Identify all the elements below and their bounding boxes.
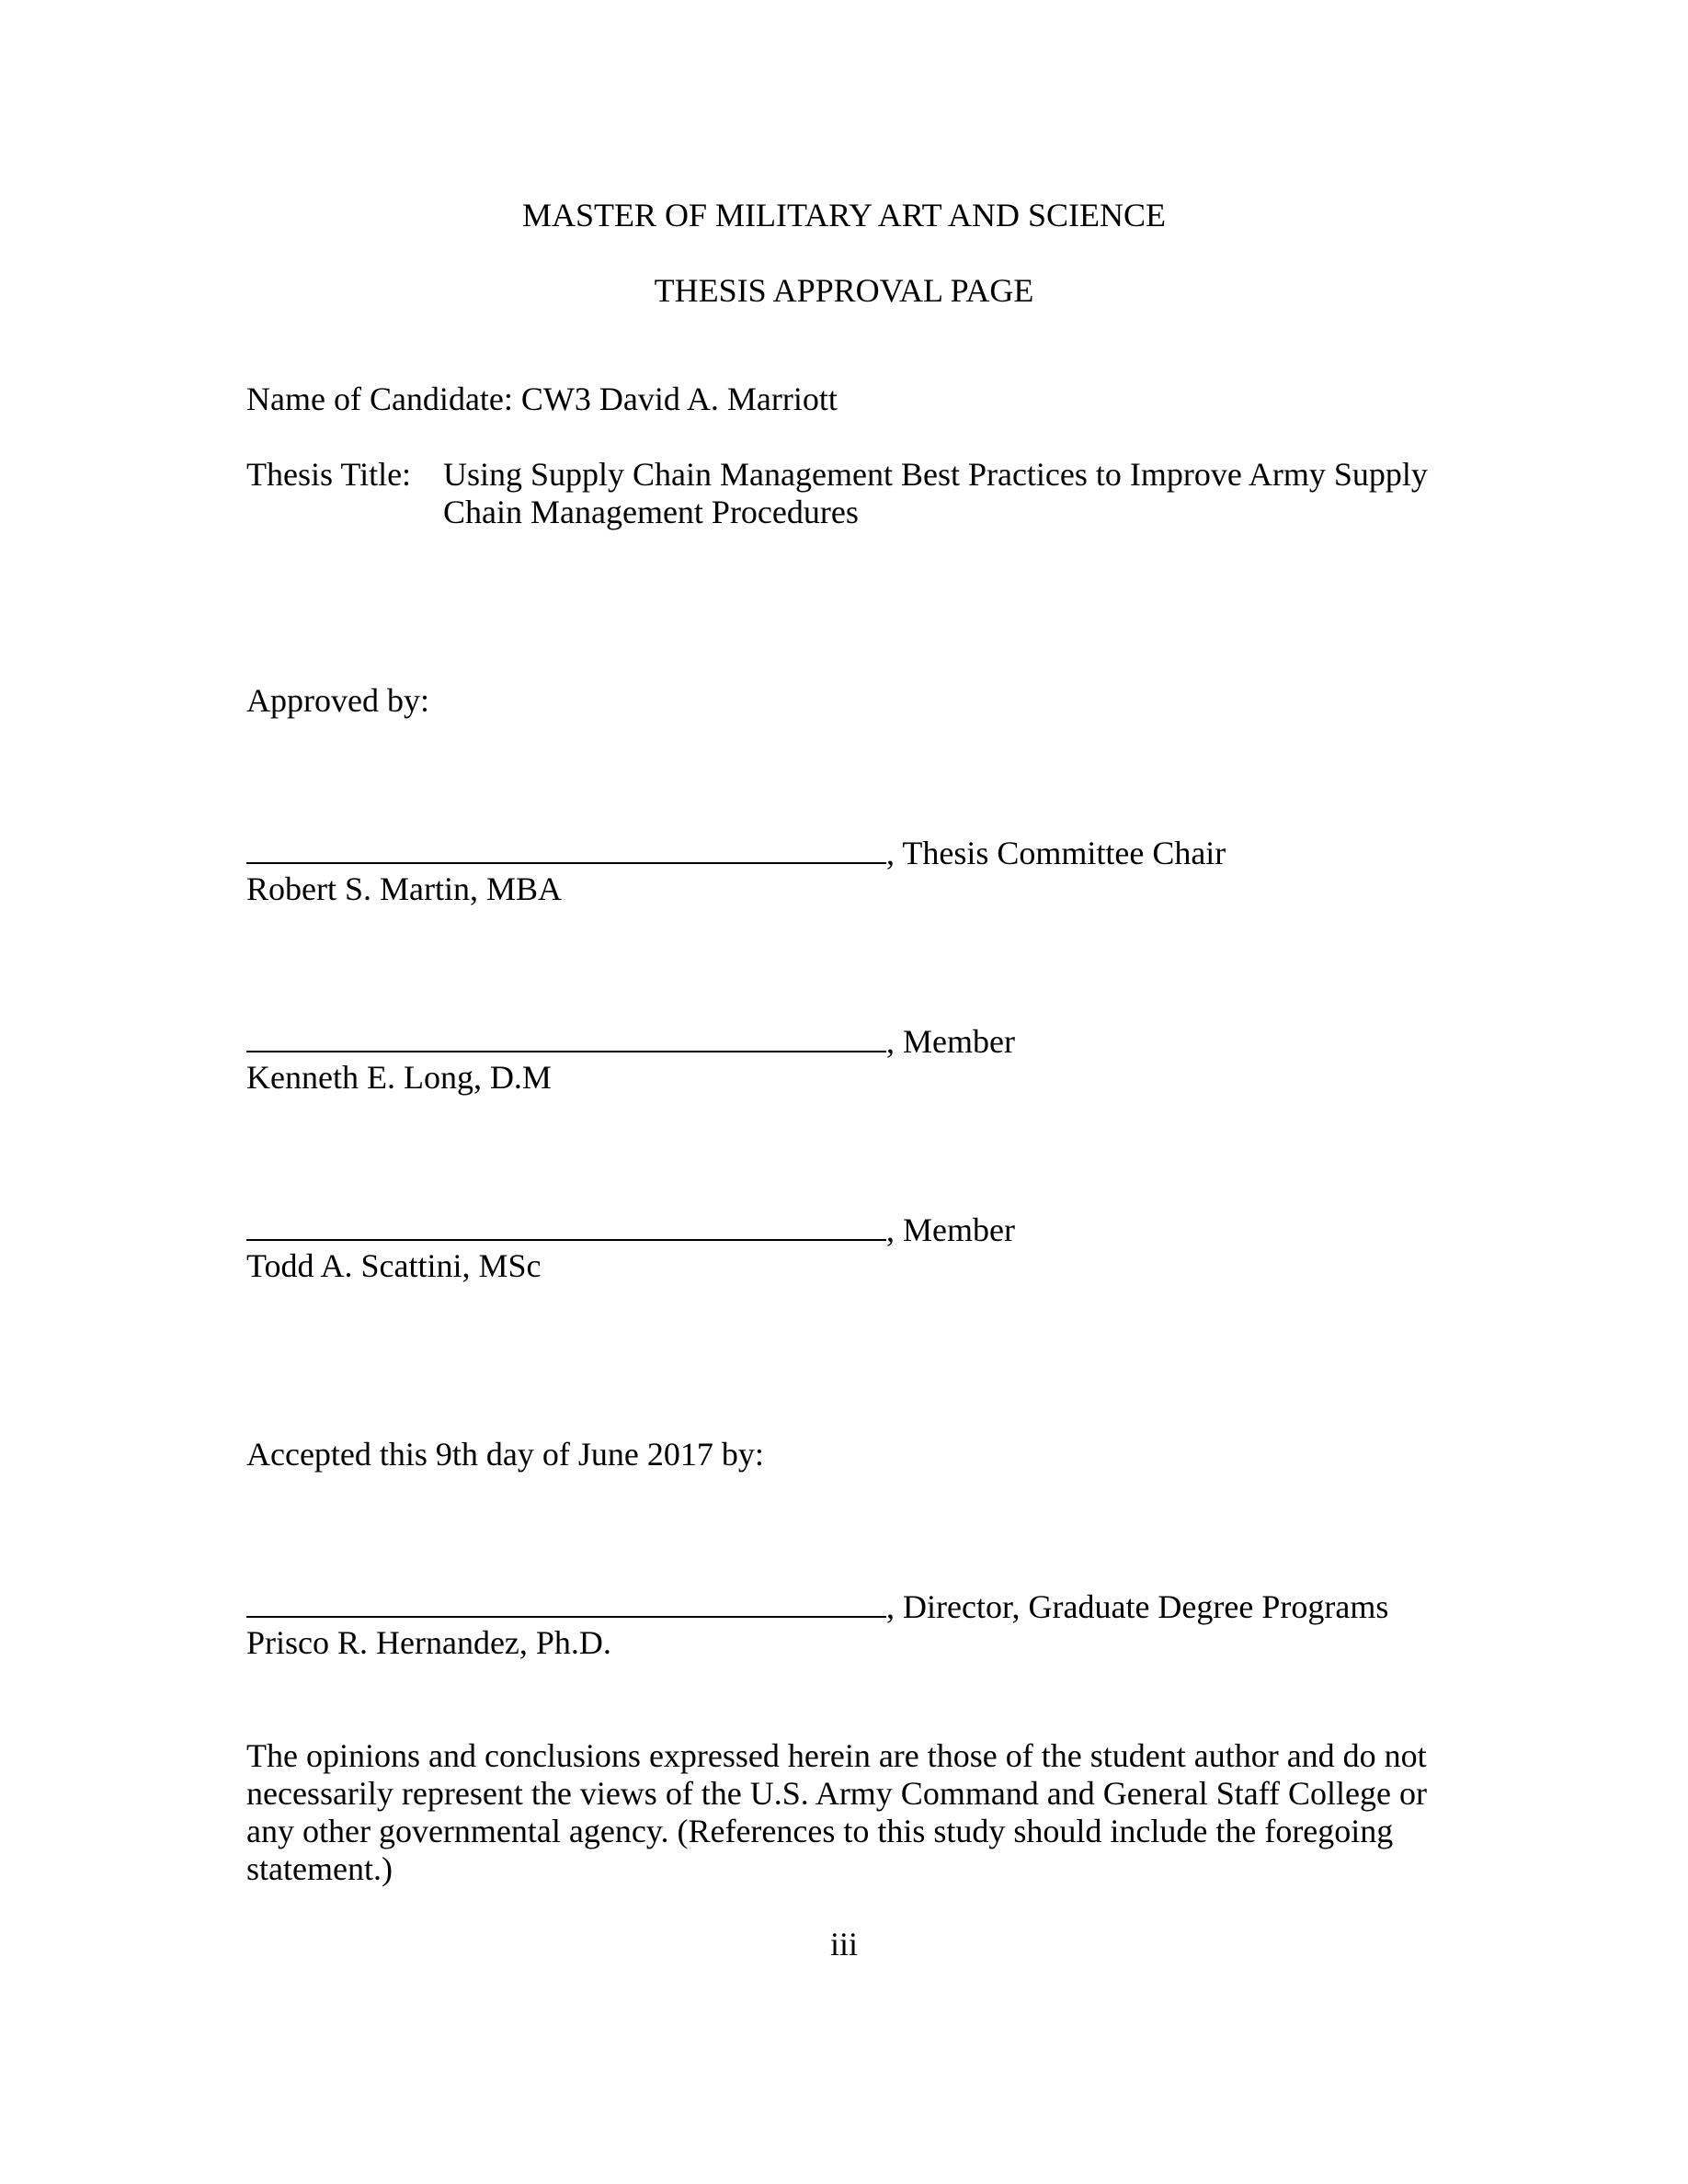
- signature-row-chair: [246, 833, 1226, 872]
- disclaimer-line-4: statement.): [246, 1850, 393, 1887]
- signatory-name-director: Prisco R. Hernandez, Ph.D.: [246, 1624, 611, 1661]
- signatory-role: , Member: [886, 1211, 1015, 1248]
- disclaimer-line-3: any other governmental agency. (References to this study should include the foregoing: [246, 1813, 1394, 1849]
- signature-line: [246, 1587, 886, 1618]
- signature-row-director: [246, 1587, 1388, 1626]
- signature-line: [246, 1210, 886, 1241]
- signature-line: [246, 1021, 886, 1052]
- thesis-title-label: Thesis Title:: [246, 456, 412, 493]
- disclaimer-line-1: The opinions and conclusions expressed herein are those of the student author and do not: [246, 1737, 1427, 1774]
- disclaimer-line-2: necessarily represent the views of the U.S. Army Command and General Staff College or: [246, 1775, 1427, 1812]
- signature-row-member-2: [246, 1210, 1015, 1249]
- degree-title: MASTER OF MILITARY ART AND SCIENCE: [521, 197, 1167, 233]
- signatory-role: , Member: [886, 1023, 1015, 1060]
- page-title: THESIS APPROVAL PAGE: [654, 272, 1034, 309]
- signatory-name-member-2: Todd A. Scattini, MSc: [246, 1247, 542, 1284]
- approved-by-heading: Approved by:: [246, 682, 429, 719]
- thesis-title-line-2: Chain Management Procedures: [443, 494, 859, 530]
- accepted-heading: Accepted this 9th day of June 2017 by:: [246, 1436, 764, 1473]
- signature-row-member-1: [246, 1021, 1015, 1061]
- signature-line: [246, 833, 886, 864]
- signatory-name-member-1: Kenneth E. Long, D.M: [246, 1059, 552, 1096]
- page-number: iii: [829, 1926, 858, 1962]
- signatory-role: , Thesis Committee Chair: [886, 835, 1226, 871]
- signatory-name-chair: Robert S. Martin, MBA: [246, 870, 563, 907]
- signatory-role: , Director, Graduate Degree Programs: [886, 1588, 1389, 1625]
- candidate-name: Name of Candidate: CW3 David A. Marriott: [246, 381, 838, 417]
- thesis-title-line-1: Using Supply Chain Management Best Practices to Improve Army Supply: [443, 456, 1428, 493]
